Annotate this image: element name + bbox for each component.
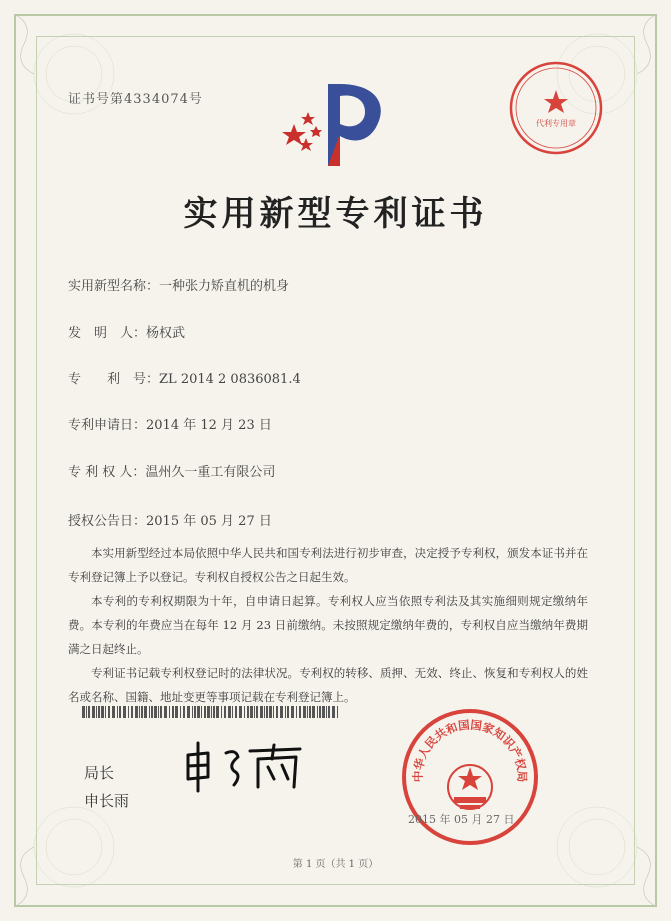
- barcode-bar: [235, 706, 237, 718]
- barcode-bar: [131, 706, 133, 718]
- barcode-bar: [309, 706, 311, 718]
- barcode-bar: [280, 706, 283, 718]
- barcode-bar: [254, 706, 255, 718]
- director-title: 局长: [84, 764, 115, 782]
- body-paragraph: 本实用新型经过本局依照中华人民共和国专利法进行初步审查，决定授予专利权，颁发本证书并在专利登记簿上予以登记。专利权自授权公告之日起生效。: [68, 546, 588, 584]
- field-inventor: [68, 322, 185, 341]
- field-value: 一种张力矫直机的机身: [159, 279, 290, 294]
- big-seal-text: 中华人民共和国国家知识产权局: [410, 717, 530, 783]
- barcode-bar: [312, 706, 315, 718]
- field-patent-number: [68, 368, 301, 387]
- barcode-bar: [213, 706, 215, 718]
- barcode-bar: [149, 706, 150, 718]
- barcode-bar: [108, 706, 110, 718]
- agency-seal-text: 代利专用章: [536, 119, 576, 128]
- barcode-bar: [169, 706, 170, 718]
- barcode-bar: [207, 706, 210, 718]
- page-number: 第 1 页（共 1 页）: [292, 859, 379, 870]
- barcode-bar: [158, 706, 159, 718]
- field-patentee: [68, 461, 275, 480]
- barcode-bar: [296, 706, 297, 718]
- field-label: 授权公告日：: [68, 514, 147, 529]
- barcode: [82, 706, 342, 718]
- barcode-bar: [86, 706, 87, 718]
- field-utility-model-name: [68, 275, 289, 294]
- barcode-bar: [154, 706, 157, 718]
- barcode-bar: [264, 706, 265, 718]
- barcode-bar: [291, 706, 294, 718]
- barcode-bar: [228, 706, 231, 718]
- barcode-bar: [201, 706, 202, 718]
- barcode-bar: [135, 706, 138, 718]
- barcode-bar: [232, 706, 233, 718]
- barcode-bar: [88, 706, 90, 718]
- barcode-bar: [117, 706, 118, 718]
- barcode-bar: [287, 706, 289, 718]
- agency-seal: [506, 58, 606, 158]
- barcode-bar: [319, 706, 321, 718]
- field-value: 杨权武: [146, 326, 186, 341]
- barcode-bar: [101, 706, 104, 718]
- barcode-bar: [211, 706, 212, 718]
- barcode-bar: [317, 706, 318, 718]
- certificate-body: [68, 541, 588, 709]
- barcode-bar: [128, 706, 129, 718]
- barcode-bar: [192, 706, 193, 718]
- barcode-bar: [244, 706, 245, 718]
- barcode-bar: [266, 706, 268, 718]
- field-label: 专 利 号：: [68, 372, 160, 387]
- barcode-bar: [82, 706, 85, 718]
- barcode-bar: [98, 706, 100, 718]
- barcode-bar: [172, 706, 174, 718]
- field-value: 2014 年 12 月 23 日: [146, 418, 272, 433]
- barcode-bar: [160, 706, 162, 718]
- body-paragraph: 本专利的专利权期限为十年，自申请日起算。专利权人应当依照专利法及其实施细则规定缴纳年费。本专利的年费应当在每年 12 月 23 日前缴纳。未按照规定缴纳年费的，专利权自应当缴纳年费期满之日起终止。: [68, 594, 588, 656]
- barcode-bar: [151, 706, 153, 718]
- barcode-bar: [139, 706, 140, 718]
- field-value: ZL 2014 2 0836081.4: [159, 372, 301, 387]
- barcode-bar: [216, 706, 219, 718]
- director-signature: [178, 735, 318, 795]
- barcode-bar: [119, 706, 121, 718]
- barcode-bar: [256, 706, 258, 718]
- field-label: 发 明 人：: [68, 326, 147, 341]
- barcode-bar: [197, 706, 200, 718]
- director-name: 申长雨: [84, 792, 130, 810]
- barcode-bar: [285, 706, 286, 718]
- field-value: 温州久一重工有限公司: [145, 465, 276, 480]
- barcode-bar: [337, 706, 338, 718]
- issue-date: 2015 年 05 月 27 日: [408, 813, 515, 826]
- barcode-bar: [141, 706, 143, 718]
- field-label: 实用新型名称：: [68, 279, 160, 294]
- barcode-bar: [276, 706, 278, 718]
- barcode-bar: [250, 706, 253, 718]
- barcode-bar: [183, 706, 185, 718]
- barcode-bar: [204, 706, 206, 718]
- barcode-bar: [221, 706, 222, 718]
- barcode-bar: [239, 706, 242, 718]
- certificate-title: 实用新型专利证书: [183, 194, 488, 234]
- barcode-bar: [180, 706, 181, 718]
- field-label: 专 利 权 人：: [68, 465, 146, 480]
- field-label: 专利申请日：: [68, 418, 147, 433]
- barcode-bar: [326, 706, 327, 718]
- certificate-number-label: 证书号第: [68, 92, 125, 107]
- patent-office-logo: [280, 74, 400, 174]
- barcode-bar: [303, 706, 306, 718]
- certificate-number-suffix: 号: [188, 92, 203, 107]
- barcode-bar: [299, 706, 301, 718]
- barcode-bar: [123, 706, 126, 718]
- barcode-bar: [187, 706, 190, 718]
- barcode-bar: [194, 706, 196, 718]
- barcode-bar: [164, 706, 167, 718]
- barcode-bar: [224, 706, 226, 718]
- body-paragraph: 专利证书记载专利权登记时的法律状况。专利权的转移、质押、无效、终止、恢复和专利权人的姓名或名称、国籍、地址变更等事项记载在专利登记簿上。: [68, 666, 588, 704]
- barcode-bar: [269, 706, 272, 718]
- barcode-bar: [328, 706, 330, 718]
- barcode-bar: [307, 706, 308, 718]
- field-value: 2015 年 05 月 27 日: [146, 514, 272, 529]
- certificate-number: [68, 88, 203, 107]
- barcode-bar: [144, 706, 147, 718]
- barcode-bar: [332, 706, 335, 718]
- barcode-bar: [175, 706, 178, 718]
- barcode-bar: [247, 706, 249, 718]
- barcode-bar: [92, 706, 95, 718]
- barcode-bar: [260, 706, 263, 718]
- certificate-number-value: 4334074: [124, 92, 189, 107]
- barcode-bar: [322, 706, 325, 718]
- barcode-bar: [96, 706, 97, 718]
- field-grant-date: [68, 510, 272, 529]
- barcode-bar: [105, 706, 106, 718]
- barcode-bar: [273, 706, 274, 718]
- barcode-bar: [112, 706, 115, 718]
- field-application-date: [68, 414, 272, 433]
